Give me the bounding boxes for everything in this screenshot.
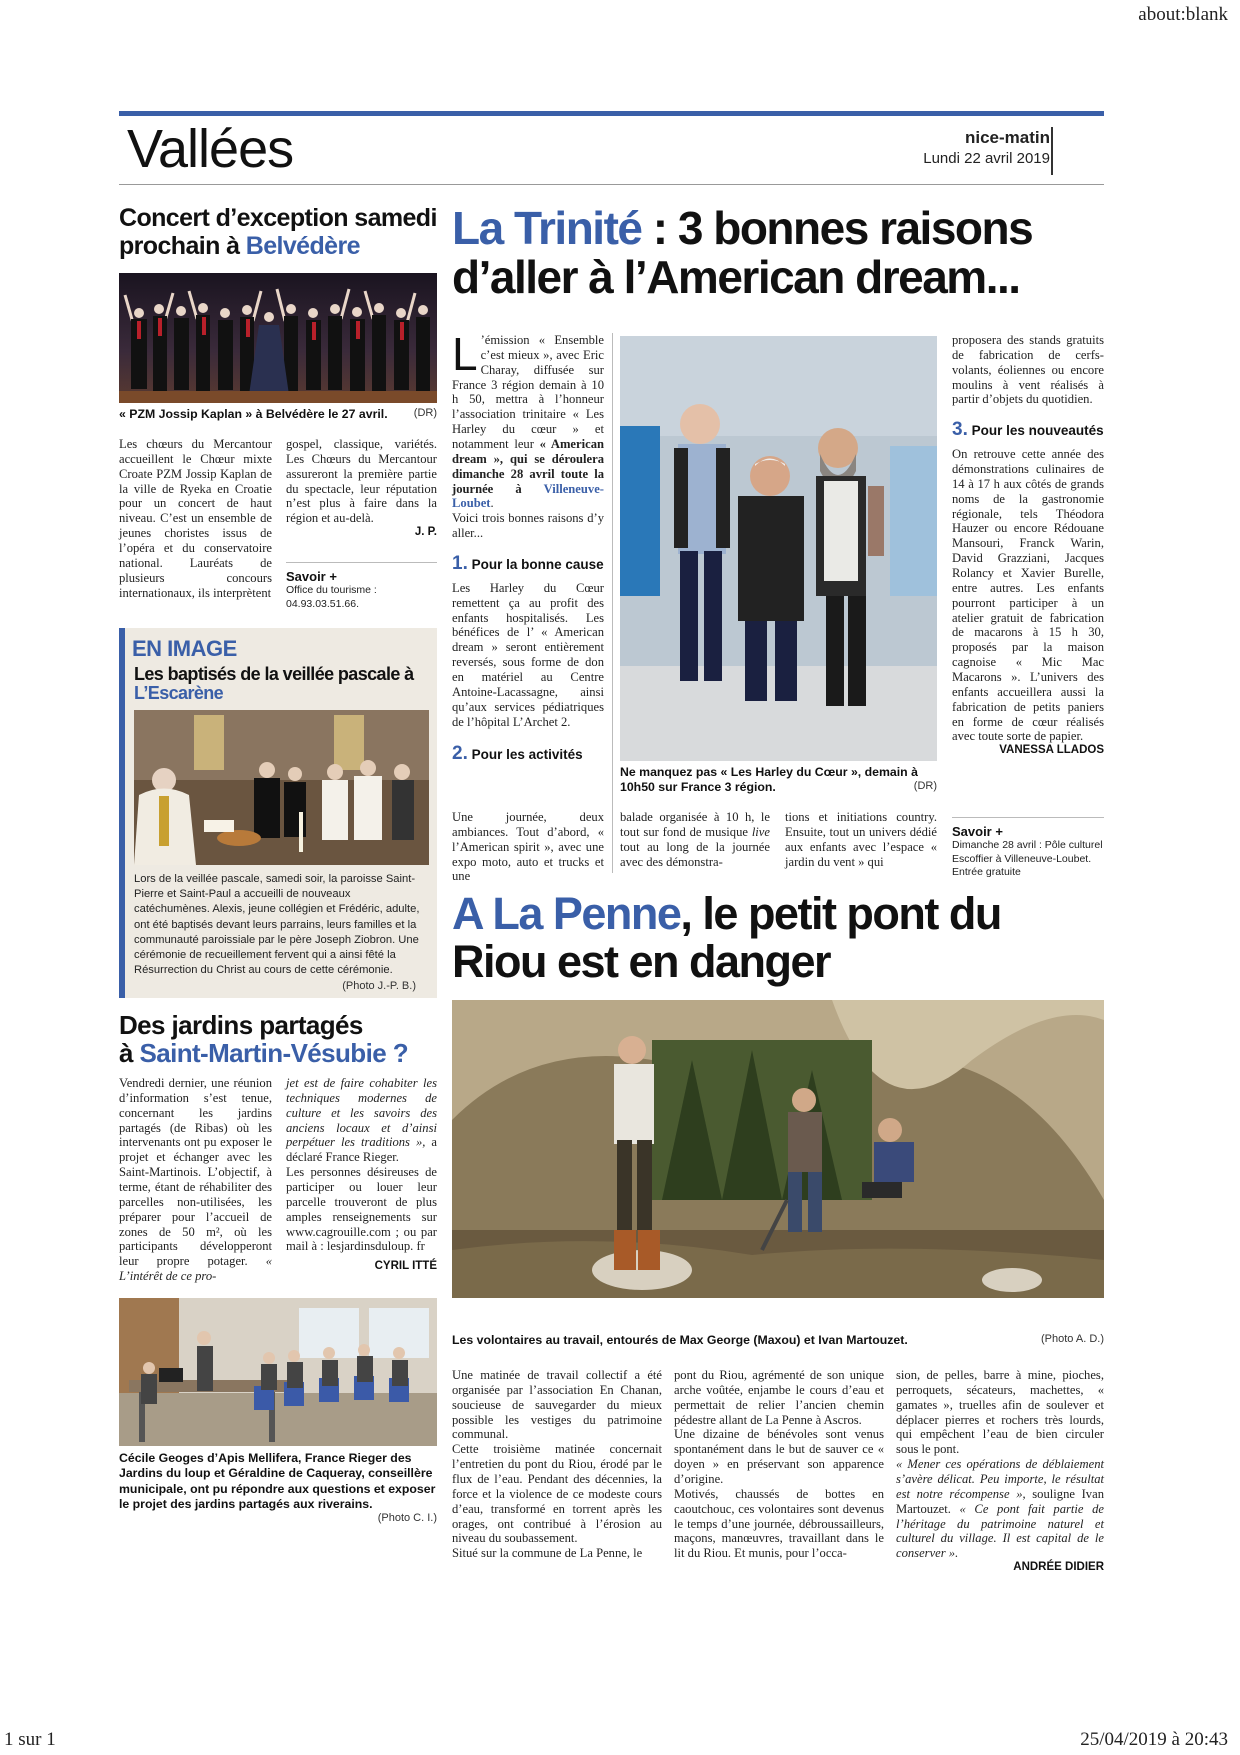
en-image-text [134,872,424,994]
jardins-col-1 [119,1076,272,1284]
jardins-col-2-quote: jet est de faire cohabiter les techniques modernes de culture et les savoirs des anciens locaux et d’ainsi perpétuer les traditions », [286,1076,437,1150]
concert-col-1-text: Les chœurs du Mercantour accueillent le Chœur mixte Croate PZM Jossip Kaplan de la ville de Ryeka en Croatie pour un concert de haut niveau. C’est un ensemble de jeunes choristes issus de l’opéra et du conservatoire national. Lauréats de plusieurs concours internationaux, ils interprètent [119,437,272,600]
trinite-s3-number: 3. [952,419,968,441]
concert-savoir-text: Office du tourisme : 04.93.03.51.66. [286,584,377,610]
trinite-headline-text: : 3 bonnes raisons d’aller à l’American dream... [452,202,1033,304]
trinite-s3-text: On retrouve cette année des démonstrations culinaires de 14 à 17 h aux côtés de grands noms de la gastronomie régionale, tels Théodora Hauzer ou encore Rédouane Mansouri, Franck Warin, David Grazziani, Jacques Rolancy et Xavier Burelle, entre autres. Les enfants pourront participer à un atelier gratuit de fabrication de macarons à 15 h 30, proposés par la maison cagnoise « Mic Mac Macarons ». L’univers des enfants accueillera aussi la fabrication de petits paniers en forme de cœur réalisés avec toute sorte de papier. [952,447,1104,744]
header-rule [119,184,1104,185]
trinite-s2-number: 2. [452,743,468,765]
trinite-intro-last: Voici trois bonnes raisons d’y aller... [452,511,604,541]
baptism-photo [134,710,429,865]
trinite-col-4 [952,333,1104,758]
jardins-meeting-photo [119,1298,437,1446]
trinite-s2-col-2 [620,810,770,869]
jardins-headline-line1: Des jardins partagés [119,1010,363,1040]
penne-col-2-text-b: Une dizaine de bénévoles sont venus spontanément dans le but de sauver ce « doyen » en préservant son apparence d’origine. [674,1427,884,1487]
trinite-savoir-rule [952,817,1104,818]
jardins-col-1-quote: « L’intérêt de ce pro- [119,1254,272,1284]
penne-col-2 [674,1368,884,1561]
trinite-dropcap: L [452,328,478,380]
harley-photo-credit: (DR) [913,780,937,793]
page-count: 1 sur 1 [4,1729,56,1750]
riou-bridge-photo [452,1000,1104,1298]
harley-photo [620,336,937,761]
trinite-s2-text-b-italic: live [751,824,770,839]
newspaper-brand: nice-matin [964,128,1050,147]
trinite-s1-heading [452,553,604,575]
jardins-photo-credit: (Photo C. I.) [377,1512,437,1525]
penne-col-3-attribution: souligne Ivan Martouzet. [896,1486,1104,1516]
trinite-intro-end: . [490,496,494,511]
trinite-savoir-text: Dimanche 28 avril : Pôle culturel Escoffier à Villeneuve-Loubet. Entrée gratuite [952,839,1103,879]
penne-caption-text: Les volontaires au travail, entourés de Max George (Maxou) et Ivan Martouzet. [452,1333,908,1347]
jardins-caption-text: Cécile Geoges d’Apis Mellifera, France Rieger des Jardins du loup et Géraldine de Caqueray, conseillère municipale, ont pu répondre aux questions et exposer le projet des jardins partagés aux riverains. [119,1451,436,1512]
concert-photo-credit: (DR) [413,407,437,419]
masthead-divider [1051,127,1053,175]
concert-savoir [286,569,437,611]
concert-headline [119,205,449,260]
penne-signature: ANDRÉE DIDIER [1013,1561,1104,1574]
masthead [923,128,1050,167]
trinite-s3-title: Pour les nouveautés [971,423,1104,439]
concert-headline-place: Belvédère [245,231,360,260]
concert-caption [119,407,437,422]
trinite-s2-text-b: balade organisée à 10 h, le tout sur fond de musique [620,810,770,839]
en-image-accent-bar [119,628,125,998]
trinite-s2-text-b-end: tout au long de la journée avec des démonstra- [620,839,770,869]
concert-headline-text: Concert d’exception samedi prochain à [119,204,437,260]
trinite-intro-text: ’émission « Ensemble c’est mieux », avec Eric Charay, diffusée sur France 3 région demain à 10 h 50, mettra à l’honneur l’association trinitaire « Les Harley du cœur » et notamment leur [452,333,604,452]
penne-col-1-text-c: Situé sur la commune de La Penne, le [452,1546,643,1561]
penne-col-2-text: pont du Riou, agrémenté de son unique arche voûtée, enjambe le cours d’eau et permettait de relier l’ancien chemin pédestre allant de La Penne à Ascros. [674,1368,884,1427]
concert-savoir-title: Savoir + [286,569,337,584]
penne-headline [452,890,1102,986]
concert-caption-text: « PZM Jossip Kaplan » à Belvédère le 27 avril. [119,407,388,421]
concert-col-1 [119,437,272,600]
penne-headline-text: , le petit pont du Riou est en danger [452,888,1001,988]
penne-col-3-text: sion, de pelles, barre à mine, pioches, perroquets, sécateurs, machettes, « gamates », truelles afin de soulever et déplacer pierres et rochers très lourds, qui empêchent l’eau de bien circuler sous le pont. [896,1368,1104,1457]
issue-date: Lundi 22 avril 2019 [923,150,1050,167]
trinite-s2-title: Pour les activités [471,747,583,763]
penne-caption [452,1333,1104,1348]
jardins-headline-place: Saint-Martin-Vésubie ? [139,1037,408,1068]
trinite-savoir [952,824,1104,880]
trinite-headline [452,204,1102,302]
concert-signature: J. P. [414,526,437,539]
jardins-caption [119,1451,437,1526]
en-image-headline-place: L’Escarène [134,682,224,703]
trinite-savoir-title: Savoir + [952,824,1003,839]
jardins-signature: CYRIL ITTÉ [374,1260,437,1273]
jardins-headline-prefix: à [119,1037,140,1068]
concert-col-2-text: gospel, classique, variétés. Les Chœurs du Mercantour assureront la première partie du spectacle, leur réputation n’est plus à faire dans la région et au-delà. [286,437,437,526]
penne-col-3 [896,1368,1104,1575]
en-image-credit: (Photo J.-P. B.) [342,979,416,992]
trinite-s2-heading [452,743,604,765]
trinite-s2-text-a: Une journée, deux ambiances. Tout d’abord, « l’American spirit », avec une expo moto, auto et trucks et une [452,810,604,884]
en-image-text-body: Lors de la veillée pascale, samedi soir, la paroisse Saint-Pierre et Saint-Paul a accueilli de nouveaux catéchumènes. Alexis, jeune collégien et Frédéric, adulte, ont été baptisés devant leurs parrains, leurs familles et la communauté paroissiale par le père Joseph Ziobron. Une cérémonie de recueillement fervent qui a ainsi fêté la Résurrection du Christ au cours de cette cérémonie. [134,873,420,977]
trinite-s2-col-3 [785,810,937,869]
trinite-s3-pre: proposera des stands gratuits de fabrication de cerfs-volants, éoliennes ou encore moulins à vent réalisés à partir d’objets du quotidien. [952,333,1104,407]
trinite-s2-col-1 [452,810,604,884]
top-accent-bar [119,111,1104,116]
trinite-col-1 [452,328,604,771]
en-image-kicker: EN IMAGE [132,636,237,661]
section-title: Vallées [127,119,294,179]
trinite-s1-title: Pour la bonne cause [471,557,604,573]
penne-col-1-text-b: Cette troisième matinée concernait l’entretien du pont du Riou, érodé par le flux de l’eau. Pendant des décennies, la force et la violence de ce modeste cours d’eau, transformé en torrent après les orages, ont contribué à l’érosion au niveau du soubassement. [452,1442,662,1546]
trinite-intro-place: Villeneuve-Loubet [452,481,604,511]
trinite-signature: VANESSA LLADOS [999,744,1104,757]
en-image-headline [134,665,429,703]
penne-col-1-text: Une matinée de travail collectif a été organisée par l’association En Chanan, soucieuse de sauvegarder du mieux possible les vestiges du patrimoine communal. [452,1368,662,1442]
trinite-s1-text: Les Harley du Cœur remettent ça au profit des enfants hospitalisés. Les bénéfices de l’ « American dream » seront entièrement reversés, sous forme de don en matériel au Centre Antoine-Lacassagne, ainsi qu’aux services pédiatriques de l’hôpital L’Archet 2. [452,580,604,729]
jardins-col-2-text: Les personnes désireuses de participer ou louer leur parcelle trouveront de plus amples renseignements sur www.cagrouille.com ; ou par mail à : lesjardinsduloup. fr [286,1165,437,1254]
penne-headline-place: A La Penne [452,888,681,939]
concert-savoir-rule [286,562,437,563]
print-timestamp: 25/04/2019 à 20:43 [1080,1729,1228,1750]
harley-caption [620,765,937,796]
trinite-col-rule [612,333,613,873]
jardins-col-2-attribution: a déclaré France Rieger. [286,1135,437,1165]
trinite-s3-heading [952,419,1104,441]
penne-col-1 [452,1368,662,1561]
en-image-headline-text: Les baptisés de la veillée pascale à [134,664,414,684]
browser-tab-title: about:blank [1138,4,1228,25]
penne-col-3-quote-2: « Ce pont fait partie de l’héritage du patrimoine naturel et culturel du village. Il est capital de le conserver ». [896,1501,1104,1561]
penne-col-3-quote: « Mener ces opérations de déblaiement s’avère délicat. Peu importe, le résultat est notre récompense », [896,1457,1104,1501]
jardins-col-1-text: Vendredi dernier, une réunion d’information s’est tenue, concernant les jardins partagés (de Ribas) où les intervenants ont pu exposer le projet et échanger avec les Saint-Martinois. L’objectif, à terme, étant de réhabiliter des parcelles non-utilisées, les préparer pour l’accueil de zones de 50 m², où les participants développeront leur propre potager. [119,1076,272,1269]
trinite-intro-bold: « American dream », qui se déroulera dimanche 28 avril toute la journée à [452,437,604,496]
trinite-headline-place: La Trinité [452,202,642,254]
trinite-s2-text-c: tions et initiations country. Ensuite, tout un univers dédié aux enfants avec l’espace « jardin du vent » qui [785,810,937,869]
jardins-col-2 [286,1076,437,1274]
trinite-s1-number: 1. [452,553,468,575]
jardins-headline [119,1012,449,1068]
harley-caption-text: Ne manquez pas « Les Harley du Cœur », demain à 10h50 sur France 3 région. [620,765,918,795]
concert-col-2 [286,437,437,540]
choir-photo [119,273,437,403]
penne-photo-credit: (Photo A. D.) [1041,1333,1104,1345]
penne-col-2-text-c: Motivés, chaussés de bottes en caoutchouc, ces volontaires sont devenus le temps d’une journée, débroussailleurs, maçons, manœuvres, travaillant dans le lit du Riou. Et munis, pour l’occa- [674,1486,884,1561]
